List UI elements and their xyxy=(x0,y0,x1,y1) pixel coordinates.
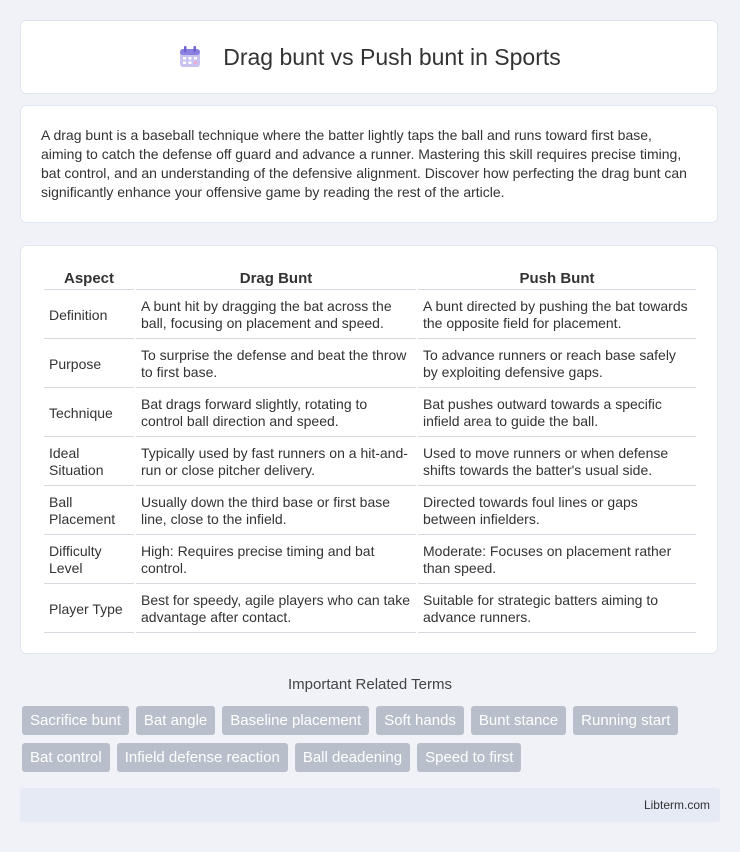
comparison-table xyxy=(42,264,698,635)
push-bunt-cell: Used to move runners or when defense shifts towards the batter's usual side. xyxy=(418,439,696,486)
related-term-tag[interactable]: Baseline placement xyxy=(222,706,369,735)
related-term-tag[interactable]: Running start xyxy=(573,706,678,735)
drag-bunt-cell: Best for speedy, agile players who can take advantage after contact. xyxy=(136,586,416,633)
table-row xyxy=(44,586,696,633)
calendar-icon xyxy=(177,44,203,70)
drag-bunt-cell: High: Requires precise timing and bat control. xyxy=(136,537,416,584)
intro-card xyxy=(20,105,718,223)
table-row xyxy=(44,537,696,584)
aspect-cell: Ball Placement xyxy=(44,488,134,535)
drag-bunt-cell: To surprise the defense and beat the throw to first base. xyxy=(136,341,416,388)
push-bunt-cell: Suitable for strategic batters aiming to advance runners. xyxy=(418,586,696,633)
aspect-cell: Difficulty Level xyxy=(44,537,134,584)
table-row xyxy=(44,439,696,486)
table-row xyxy=(44,292,696,339)
table-row xyxy=(44,341,696,388)
header-aspect: Aspect xyxy=(44,266,134,290)
related-term-tag[interactable]: Ball deadening xyxy=(295,743,410,772)
aspect-cell: Definition xyxy=(44,292,134,339)
table-row xyxy=(44,488,696,535)
page-title: Drag bunt vs Push bunt in Sports xyxy=(223,43,561,70)
related-term-tag[interactable]: Bat control xyxy=(22,743,110,772)
drag-bunt-cell: A bunt hit by dragging the bat across the ball, focusing on placement and speed. xyxy=(136,292,416,339)
header-push-bunt: Push Bunt xyxy=(418,266,696,290)
push-bunt-cell: A bunt directed by pushing the bat towards the opposite field for placement. xyxy=(418,292,696,339)
header-card xyxy=(20,20,718,94)
aspect-cell: Technique xyxy=(44,390,134,437)
drag-bunt-cell: Typically used by fast runners on a hit-and-run or close pitcher delivery. xyxy=(136,439,416,486)
drag-bunt-cell: Usually down the third base or first base line, close to the infield. xyxy=(136,488,416,535)
related-term-tag[interactable]: Soft hands xyxy=(376,706,464,735)
related-term-tag[interactable]: Bat angle xyxy=(136,706,215,735)
related-term-tag[interactable]: Infield defense reaction xyxy=(117,743,288,772)
aspect-cell: Ideal Situation xyxy=(44,439,134,486)
related-term-tag[interactable]: Sacrifice bunt xyxy=(22,706,129,735)
drag-bunt-cell: Bat drags forward slightly, rotating to control ball direction and speed. xyxy=(136,390,416,437)
footer xyxy=(20,788,720,822)
aspect-cell: Player Type xyxy=(44,586,134,633)
header-drag-bunt: Drag Bunt xyxy=(136,266,416,290)
table-row xyxy=(44,390,696,437)
comparison-table-card xyxy=(20,245,718,654)
related-terms-title: Important Related Terms xyxy=(288,676,452,693)
intro-paragraph: A drag bunt is a baseball technique where the batter lightly taps the ball and runs toward first base, aiming to catch the defense off guard and advance a runner. Mastering this skill requires precise timing, bat control, and an understanding of the defensive alignment. Discover how perfecting the drag bunt can significantly enhance your offensive game by reading the rest of the article. xyxy=(41,127,687,200)
footer-site-link[interactable]: Libterm.com xyxy=(643,798,710,812)
related-term-tag[interactable]: Bunt stance xyxy=(471,706,566,735)
table-header-row xyxy=(44,266,696,290)
aspect-cell: Purpose xyxy=(44,341,134,388)
push-bunt-cell: Directed towards foul lines or gaps between infielders. xyxy=(418,488,696,535)
related-terms-list xyxy=(22,706,722,780)
push-bunt-cell: Bat pushes outward towards a specific infield area to guide the ball. xyxy=(418,390,696,437)
push-bunt-cell: To advance runners or reach base safely by exploiting defensive gaps. xyxy=(418,341,696,388)
related-term-tag[interactable]: Speed to first xyxy=(417,743,521,772)
push-bunt-cell: Moderate: Focuses on placement rather than speed. xyxy=(418,537,696,584)
